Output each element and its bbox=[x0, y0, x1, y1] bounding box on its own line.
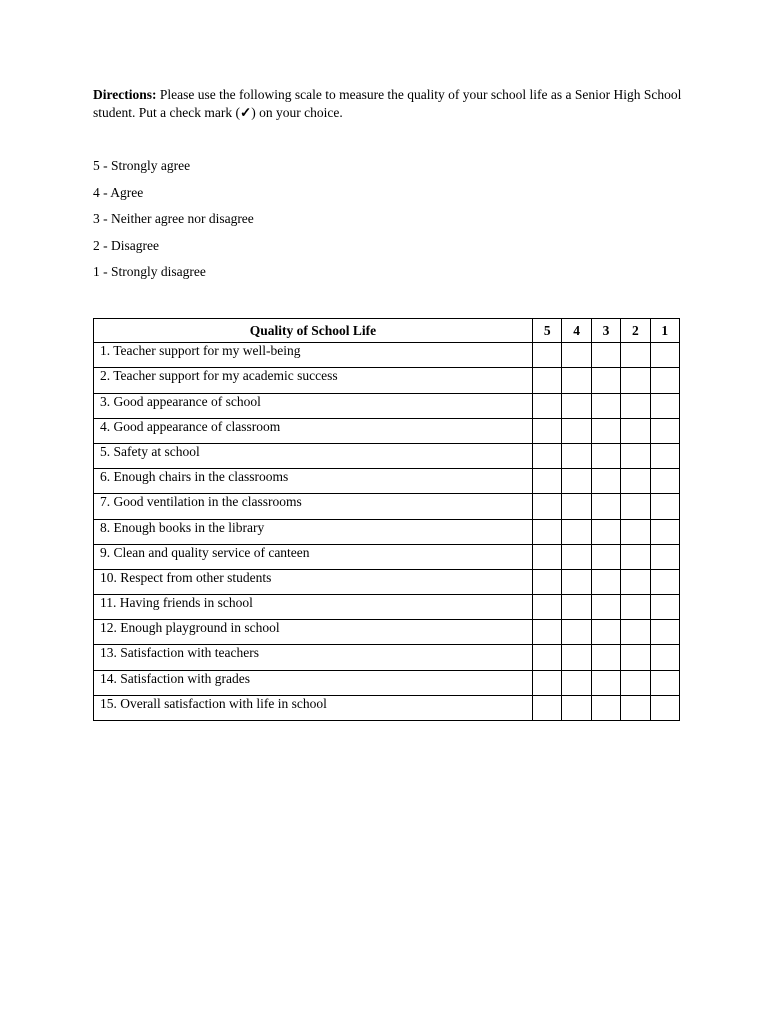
rating-cell-2[interactable] bbox=[621, 418, 650, 443]
rating-cell-2[interactable] bbox=[621, 368, 650, 393]
table-row bbox=[94, 469, 680, 494]
rating-cell-4[interactable] bbox=[562, 418, 591, 443]
rating-cell-1[interactable] bbox=[650, 443, 679, 468]
rating-cell-1[interactable] bbox=[650, 695, 679, 720]
rating-cell-5[interactable] bbox=[533, 443, 562, 468]
table-row bbox=[94, 443, 680, 468]
rating-cell-2[interactable] bbox=[621, 544, 650, 569]
rating-cell-5[interactable] bbox=[533, 620, 562, 645]
rating-cell-4[interactable] bbox=[562, 494, 591, 519]
rating-cell-2[interactable] bbox=[621, 494, 650, 519]
rating-cell-4[interactable] bbox=[562, 343, 591, 368]
scale-item-2: 2 - Disagree bbox=[93, 237, 159, 253]
table-header-title: Quality of School Life bbox=[94, 319, 533, 343]
rating-cell-1[interactable] bbox=[650, 368, 679, 393]
rating-cell-1[interactable] bbox=[650, 670, 679, 695]
table-header-row bbox=[94, 319, 680, 343]
table-row bbox=[94, 620, 680, 645]
rating-cell-5[interactable] bbox=[533, 695, 562, 720]
rating-cell-3[interactable] bbox=[591, 469, 620, 494]
rating-cell-3[interactable] bbox=[591, 595, 620, 620]
rating-cell-4[interactable] bbox=[562, 595, 591, 620]
rating-cell-3[interactable] bbox=[591, 494, 620, 519]
survey-item-label: 13. Satisfaction with teachers bbox=[94, 645, 533, 670]
rating-header-2: 2 bbox=[621, 319, 650, 343]
rating-cell-5[interactable] bbox=[533, 393, 562, 418]
survey-item-label: 4. Good appearance of classroom bbox=[94, 418, 533, 443]
rating-cell-5[interactable] bbox=[533, 343, 562, 368]
rating-cell-2[interactable] bbox=[621, 645, 650, 670]
survey-table bbox=[93, 318, 680, 721]
table-row bbox=[94, 670, 680, 695]
scale-item-5: 5 - Strongly agree bbox=[93, 158, 191, 173]
survey-item-label: 2. Teacher support for my academic success bbox=[94, 368, 533, 393]
rating-header-3: 3 bbox=[591, 319, 620, 343]
rating-cell-5[interactable] bbox=[533, 645, 562, 670]
rating-cell-1[interactable] bbox=[650, 494, 679, 519]
rating-cell-5[interactable] bbox=[533, 469, 562, 494]
rating-header-4: 4 bbox=[562, 319, 591, 343]
rating-cell-5[interactable] bbox=[533, 368, 562, 393]
table-row bbox=[94, 519, 680, 544]
rating-cell-3[interactable] bbox=[591, 544, 620, 569]
survey-item-label: 12. Enough playground in school bbox=[94, 620, 533, 645]
rating-cell-3[interactable] bbox=[591, 519, 620, 544]
rating-scale-list bbox=[93, 156, 254, 289]
rating-cell-3[interactable] bbox=[591, 620, 620, 645]
rating-cell-1[interactable] bbox=[650, 620, 679, 645]
rating-cell-3[interactable] bbox=[591, 569, 620, 594]
rating-cell-5[interactable] bbox=[533, 595, 562, 620]
rating-cell-1[interactable] bbox=[650, 544, 679, 569]
table-row bbox=[94, 494, 680, 519]
survey-item-label: 6. Enough chairs in the classrooms bbox=[94, 469, 533, 494]
survey-item-label: 14. Satisfaction with grades bbox=[94, 670, 533, 695]
rating-cell-2[interactable] bbox=[621, 443, 650, 468]
rating-cell-5[interactable] bbox=[533, 670, 562, 695]
scale-item-4: 4 - Agree bbox=[93, 184, 144, 200]
rating-cell-1[interactable] bbox=[650, 569, 679, 594]
check-mark-icon: ✓ bbox=[239, 105, 252, 120]
rating-cell-3[interactable] bbox=[591, 645, 620, 670]
rating-cell-4[interactable] bbox=[562, 695, 591, 720]
rating-cell-3[interactable] bbox=[591, 695, 620, 720]
table-row bbox=[94, 544, 680, 569]
rating-cell-5[interactable] bbox=[533, 519, 562, 544]
survey-item-label: 15. Overall satisfaction with life in school bbox=[94, 695, 533, 720]
directions-text-end: ) on your choice. bbox=[251, 105, 343, 120]
rating-cell-2[interactable] bbox=[621, 695, 650, 720]
survey-item-label: 11. Having friends in school bbox=[94, 595, 533, 620]
scale-item-1: 1 - Strongly disagree bbox=[93, 264, 206, 279]
rating-cell-3[interactable] bbox=[591, 443, 620, 468]
rating-cell-4[interactable] bbox=[562, 443, 591, 468]
survey-item-label: 8. Enough books in the library bbox=[94, 519, 533, 544]
table-row bbox=[94, 645, 680, 670]
survey-item-label: 3. Good appearance of school bbox=[94, 393, 533, 418]
rating-cell-1[interactable] bbox=[650, 469, 679, 494]
survey-item-label: 5. Safety at school bbox=[94, 443, 533, 468]
rating-cell-4[interactable] bbox=[562, 569, 591, 594]
table-row bbox=[94, 393, 680, 418]
survey-item-label: 1. Teacher support for my well-being bbox=[94, 343, 533, 368]
rating-cell-2[interactable] bbox=[621, 393, 650, 418]
table-row bbox=[94, 343, 680, 368]
rating-cell-2[interactable] bbox=[621, 670, 650, 695]
survey-item-label: 9. Clean and quality service of canteen bbox=[94, 544, 533, 569]
rating-cell-5[interactable] bbox=[533, 544, 562, 569]
directions-text: Please use the following scale to measure the quality of your school life as a Senior High School student. Put a check mark ( bbox=[93, 87, 682, 120]
rating-cell-4[interactable] bbox=[562, 368, 591, 393]
rating-cell-4[interactable] bbox=[562, 670, 591, 695]
survey-table-body bbox=[94, 343, 680, 721]
rating-cell-3[interactable] bbox=[591, 368, 620, 393]
rating-cell-3[interactable] bbox=[591, 343, 620, 368]
table-row bbox=[94, 368, 680, 393]
scale-item-3: 3 - Neither agree nor disagree bbox=[93, 211, 254, 226]
rating-cell-3[interactable] bbox=[591, 393, 620, 418]
rating-cell-2[interactable] bbox=[621, 519, 650, 544]
rating-cell-1[interactable] bbox=[650, 519, 679, 544]
rating-cell-1[interactable] bbox=[650, 418, 679, 443]
rating-cell-4[interactable] bbox=[562, 519, 591, 544]
table-row bbox=[94, 418, 680, 443]
rating-cell-4[interactable] bbox=[562, 544, 591, 569]
rating-cell-4[interactable] bbox=[562, 645, 591, 670]
rating-cell-4[interactable] bbox=[562, 393, 591, 418]
rating-cell-2[interactable] bbox=[621, 620, 650, 645]
rating-cell-3[interactable] bbox=[591, 418, 620, 443]
rating-cell-1[interactable] bbox=[650, 343, 679, 368]
rating-cell-2[interactable] bbox=[621, 343, 650, 368]
directions-label: Directions: bbox=[93, 87, 157, 102]
rating-cell-2[interactable] bbox=[621, 569, 650, 594]
rating-cell-1[interactable] bbox=[650, 595, 679, 620]
table-row bbox=[94, 569, 680, 594]
rating-cell-4[interactable] bbox=[562, 620, 591, 645]
rating-header-5: 5 bbox=[533, 319, 562, 343]
table-row bbox=[94, 695, 680, 720]
rating-cell-1[interactable] bbox=[650, 393, 679, 418]
survey-item-label: 10. Respect from other students bbox=[94, 569, 533, 594]
rating-cell-2[interactable] bbox=[621, 595, 650, 620]
rating-cell-5[interactable] bbox=[533, 494, 562, 519]
rating-cell-1[interactable] bbox=[650, 645, 679, 670]
rating-cell-4[interactable] bbox=[562, 469, 591, 494]
directions-paragraph bbox=[93, 86, 683, 122]
rating-cell-3[interactable] bbox=[591, 670, 620, 695]
rating-cell-5[interactable] bbox=[533, 569, 562, 594]
rating-cell-5[interactable] bbox=[533, 418, 562, 443]
rating-cell-2[interactable] bbox=[621, 469, 650, 494]
rating-header-1: 1 bbox=[650, 319, 679, 343]
survey-item-label: 7. Good ventilation in the classrooms bbox=[94, 494, 533, 519]
table-row bbox=[94, 595, 680, 620]
